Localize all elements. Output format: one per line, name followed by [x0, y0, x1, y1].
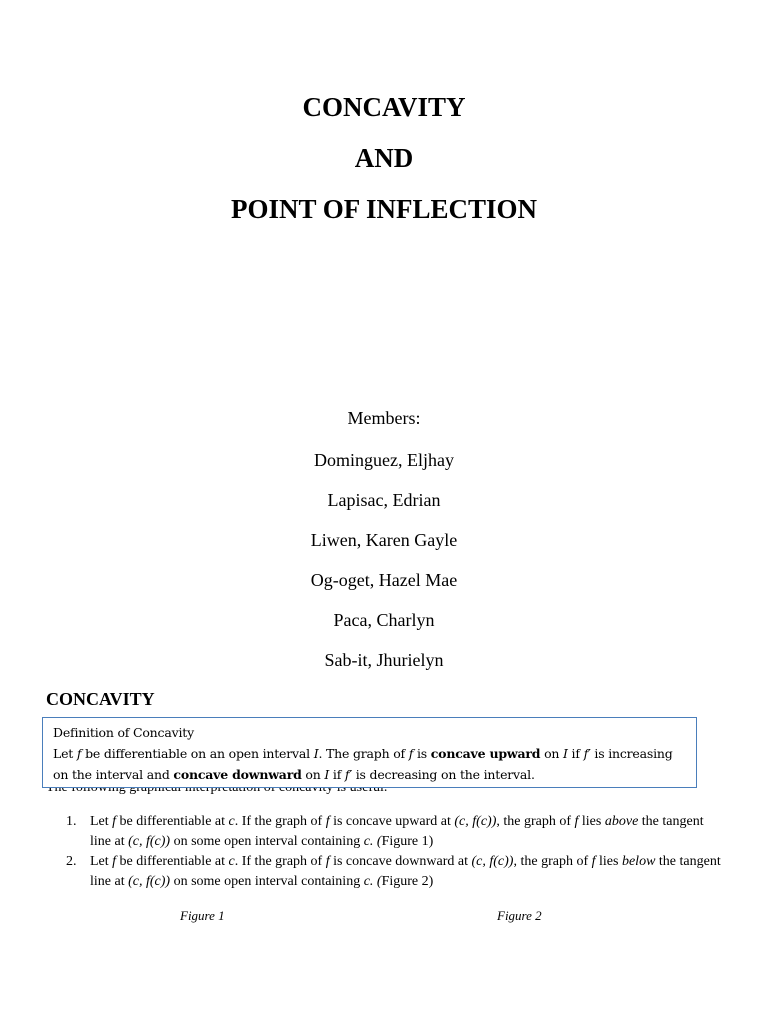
- member-name: Liwen, Karen Gayle: [310, 530, 458, 550]
- member-name: Paca, Charlyn: [333, 610, 435, 630]
- figure-2-caption: Figure 2: [497, 908, 542, 923]
- title-line-2: AND: [354, 143, 414, 173]
- title-line-3: POINT OF INFLECTION: [230, 194, 538, 224]
- definition-text: Let f be differentiable on an open interval I. The graph of f is concave upward on I if f′ is increasing on the interval and concave downward on I if f′ is decreasing on the interval.: [53, 746, 673, 782]
- definition-title: Definition of Concavity: [53, 725, 194, 740]
- members-heading: Members:: [347, 408, 421, 428]
- member-name: Dominguez, Eljhay: [314, 450, 454, 470]
- title-line-1: CONCAVITY: [302, 92, 466, 122]
- member-name: Og-oget, Hazel Mae: [310, 570, 458, 590]
- definition-box: [42, 717, 697, 788]
- interpretation-list: [66, 812, 726, 892]
- section-heading-concavity: CONCAVITY: [46, 689, 155, 709]
- list-item: 2. Let f be differentiable at c. If the graph of f is concave downward at (c, f(c)), the graph of f lies below the tangent line at (c, f(c)) on some open interval containing c. (Figure 2): [66, 854, 721, 889]
- member-name: Lapisac, Edrian: [327, 490, 441, 510]
- figure-1-caption: Figure 1: [180, 908, 225, 923]
- member-name: Sab-it, Jhurielyn: [324, 650, 444, 670]
- list-item: 1. Let f be differentiable at c. If the graph of f is concave upward at (c, f(c)), the graph of f lies above the tangent line at (c, f(c)) on some open interval containing c. (Figure 1): [66, 814, 704, 849]
